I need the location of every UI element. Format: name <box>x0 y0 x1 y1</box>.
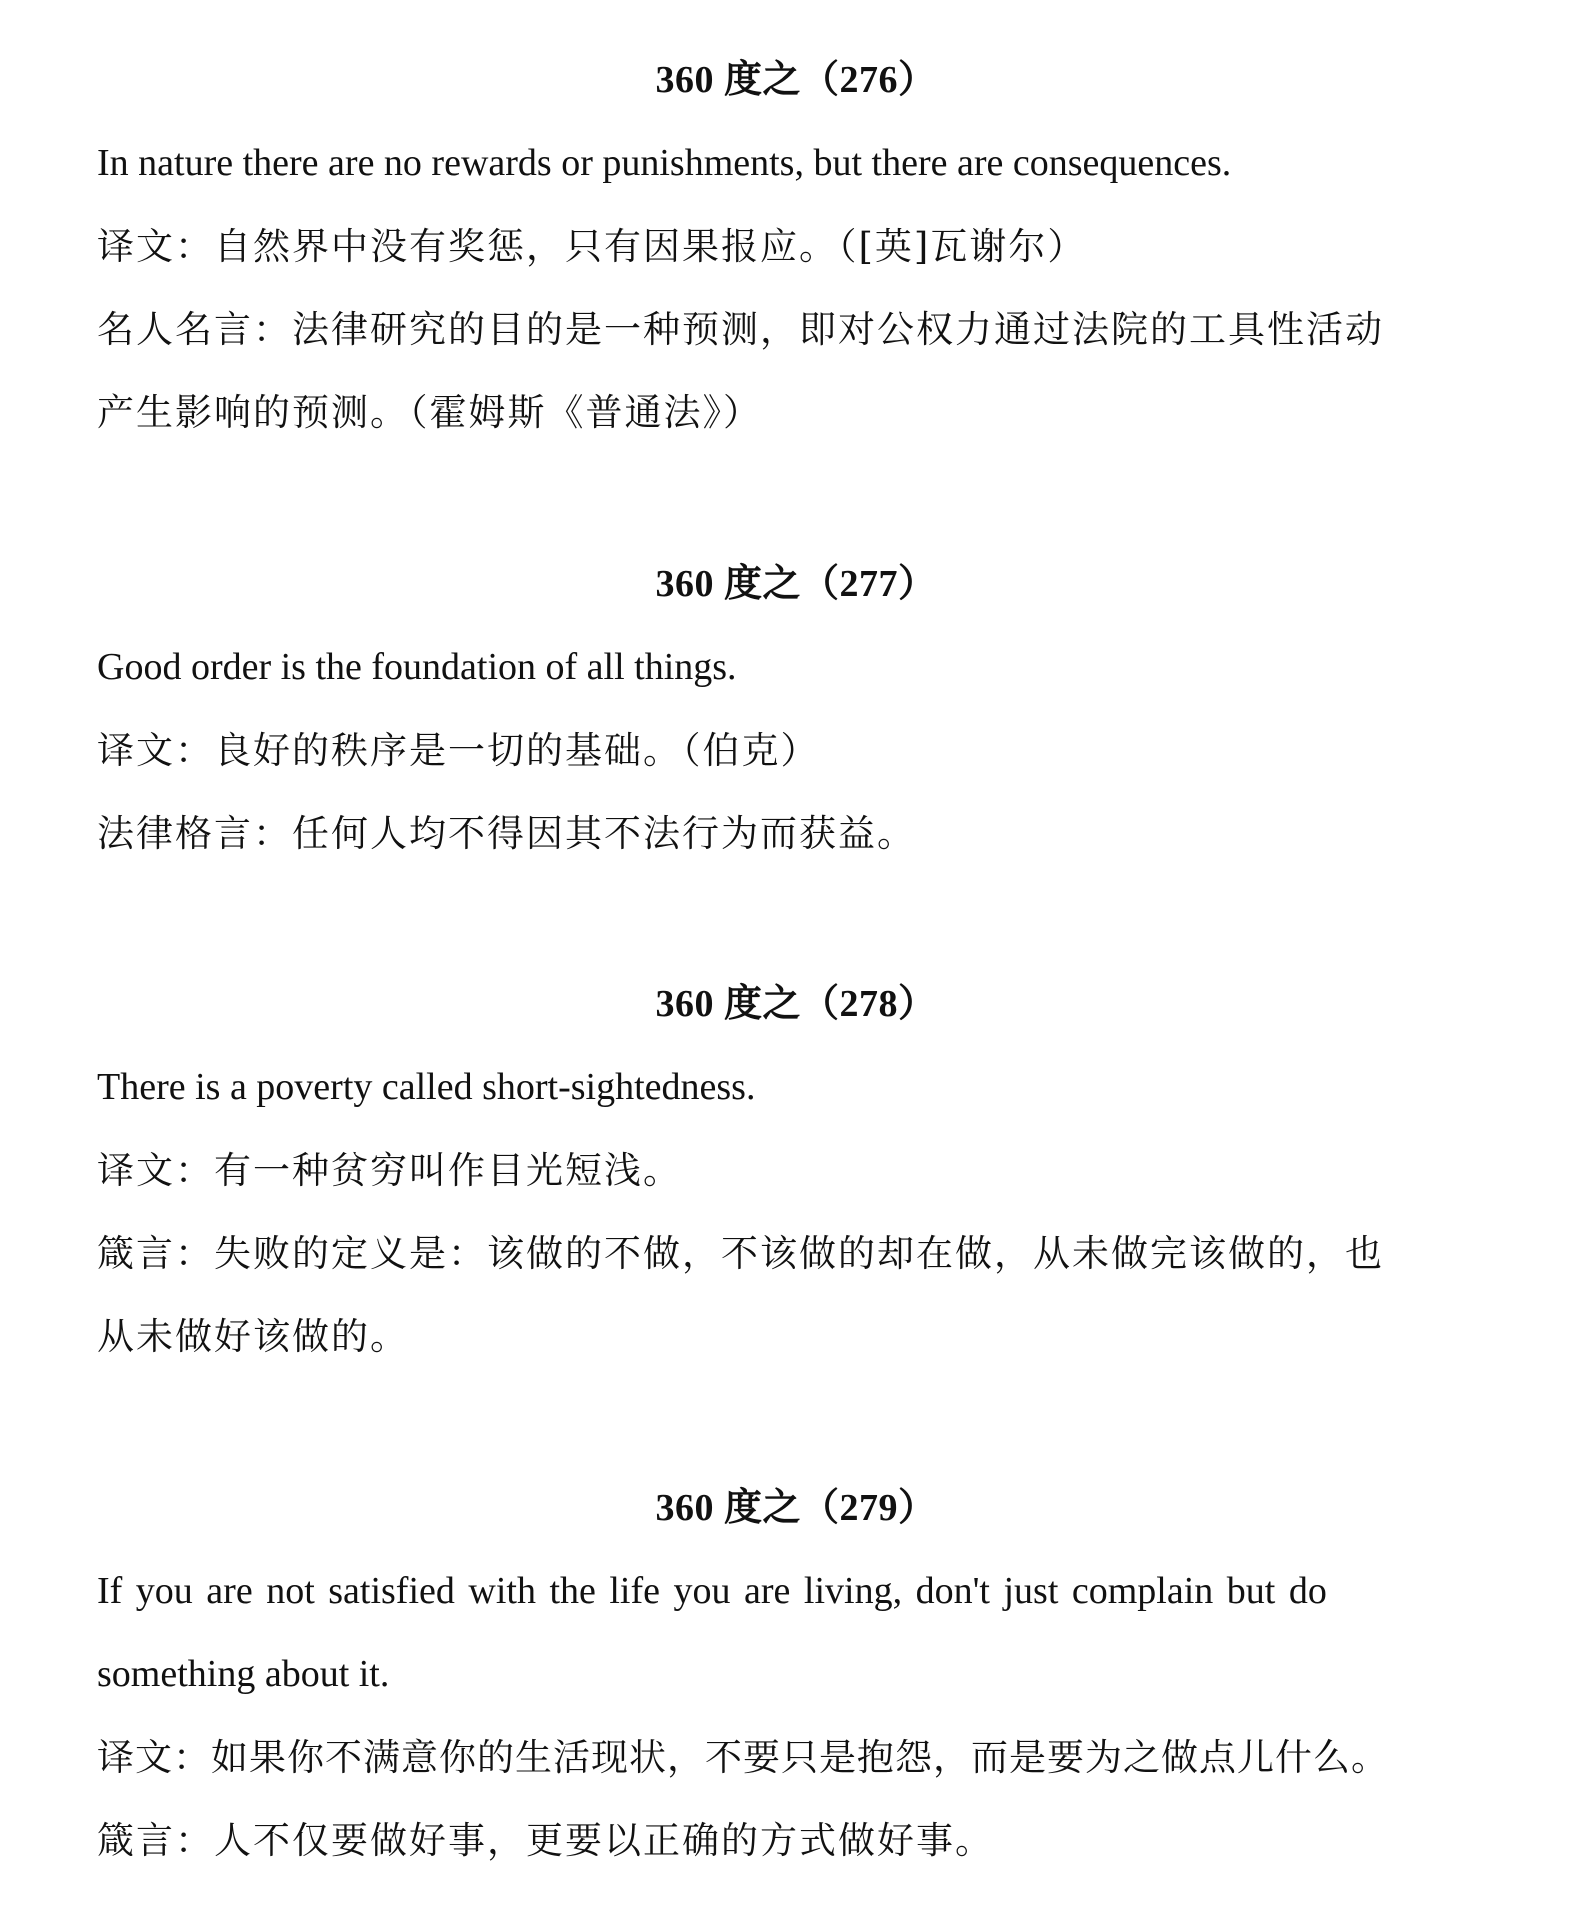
translation-text: 译文：有一种贫穷叫作目光短浅。 <box>97 1149 682 1192</box>
english-quote-line: something about it. <box>97 1653 390 1695</box>
translation-text: 译文：如果你不满意你的生活现状，不要只是抱怨，而是要为之做点儿什么。 <box>97 1736 1389 1779</box>
entry-title: 360 度之（277） <box>655 563 937 605</box>
english-quote: Good order is the foundation of all things. <box>97 646 737 688</box>
entry-277 <box>97 542 1495 875</box>
motto-text-line: 箴言：失败的定义是：该做的不做，不该做的却在做，从未做完该做的，也 <box>97 1232 1384 1275</box>
famous-quote-line: 名人名言：法律研究的目的是一种预测，即对公权力通过法院的工具性活动 <box>97 308 1384 351</box>
english-quote-line: If you are not satisfied with the life you are living, don't just complain but do <box>97 1570 1327 1612</box>
entry-279 <box>97 1466 1495 1882</box>
english-quote: In nature there are no rewards or punishments, but there are consequences. <box>97 142 1232 184</box>
motto-text: 箴言：人不仅要做好事，更要以正确的方式做好事。 <box>97 1819 994 1862</box>
motto-text-line: 从未做好该做的。 <box>97 1315 409 1358</box>
translation-text: 译文：自然界中没有奖惩，只有因果报应。（[英]瓦谢尔） <box>97 225 1087 268</box>
entry-278 <box>97 962 1495 1378</box>
entry-title: 360 度之（279） <box>655 1487 937 1529</box>
entry-title: 360 度之（278） <box>655 983 937 1025</box>
english-quote: There is a poverty called short-sightedness. <box>97 1066 756 1108</box>
entry-title: 360 度之（276） <box>655 59 937 101</box>
entry-276 <box>97 38 1495 454</box>
famous-quote-line: 产生影响的预测。（霍姆斯《普通法》） <box>97 391 762 434</box>
translation-text: 译文：良好的秩序是一切的基础。（伯克） <box>97 729 820 772</box>
legal-maxim-text: 法律格言：任何人均不得因其不法行为而获益。 <box>97 812 916 855</box>
